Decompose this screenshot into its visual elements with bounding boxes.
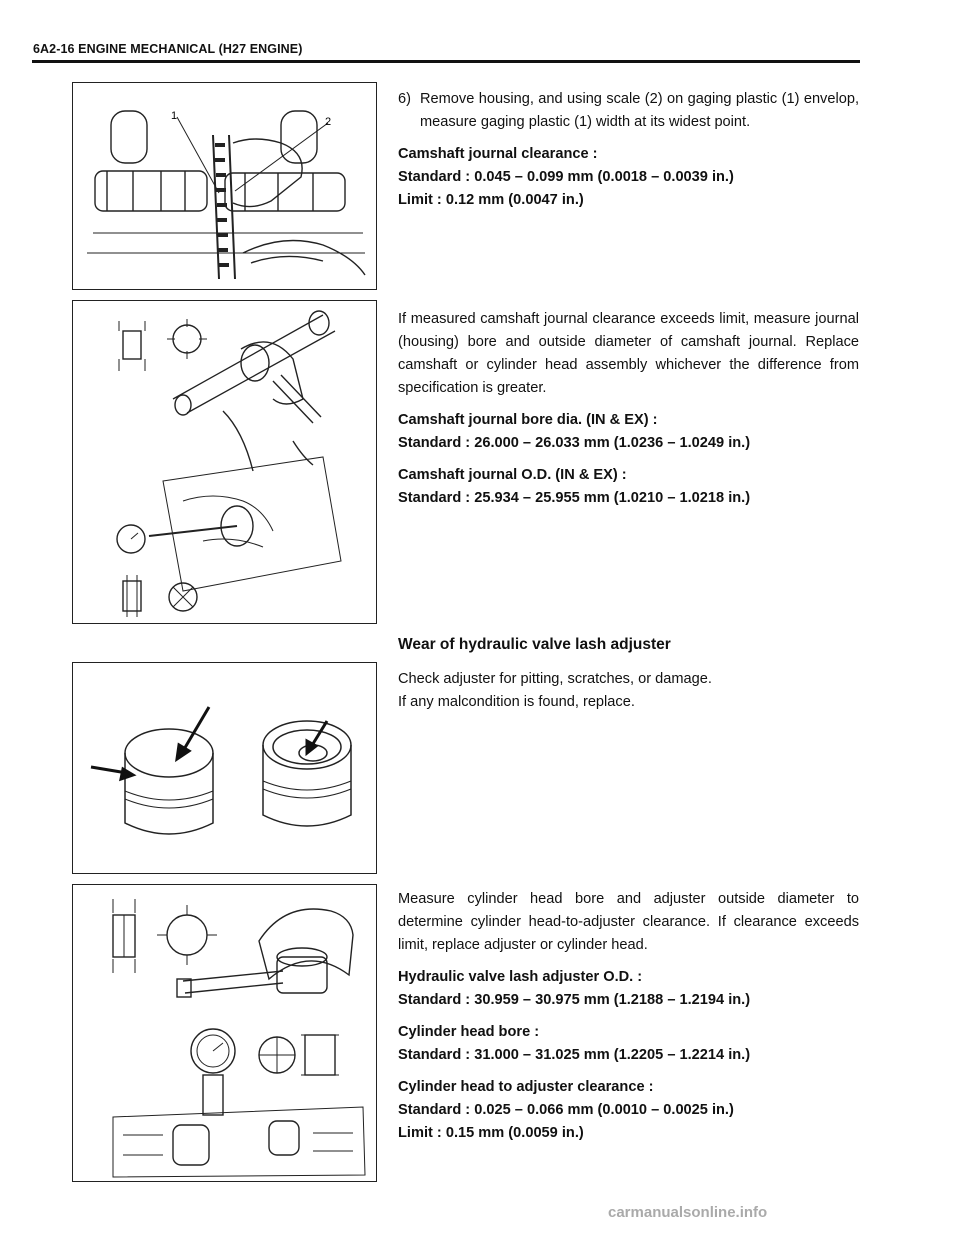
spec-title-cylinder-head-bore: Cylinder head bore : <box>398 1024 540 1040</box>
section-cylinder-head-text <box>398 888 859 1145</box>
figure-cylinder-head-bore <box>72 884 377 1182</box>
spec-standard-head-adjuster-clearance: Standard : 0.025 – 0.066 mm (0.0010 – 0.0025 in.) <box>398 1102 734 1118</box>
section-journal-bore-text <box>398 308 859 510</box>
callout-label-1: 1 <box>171 110 178 122</box>
section-lash-adjuster-text <box>398 668 859 714</box>
spec-title-camshaft-clearance: Camshaft journal clearance : <box>398 146 598 162</box>
section-heading-lash-adjuster: Wear of hydraulic valve lash adjuster <box>398 636 671 653</box>
step-text: Remove housing, and using scale (2) on gaging plastic (1) envelop, measure gaging plastic (1) width at its widest point. <box>420 91 859 130</box>
spec-standard-journal-od: Standard : 25.934 – 25.955 mm (1.0210 – 1.0218 in.) <box>398 490 751 506</box>
header-rule <box>32 60 860 63</box>
lash-adjuster-line-2: If any malcondition is found, replace. <box>398 694 635 710</box>
spec-standard-cylinder-head-bore: Standard : 31.000 – 31.025 mm (1.2205 – 1.2214 in.) <box>398 1047 751 1063</box>
spec-standard-journal-bore: Standard : 26.000 – 26.033 mm (1.0236 – 1.0249 in.) <box>398 435 751 451</box>
spec-limit-head-adjuster-clearance: Limit : 0.15 mm (0.0059 in.) <box>398 1125 584 1141</box>
callout-label-2: 2 <box>325 116 332 128</box>
spec-standard-camshaft-clearance: Standard : 0.045 – 0.099 mm (0.0018 – 0.0039 in.) <box>398 169 734 185</box>
spec-limit-camshaft-clearance: Limit : 0.12 mm (0.0047 in.) <box>398 192 584 208</box>
step-number: 6) <box>398 91 411 107</box>
camshaft-journal-illustration <box>73 301 376 623</box>
spec-title-head-adjuster-clearance: Cylinder head to adjuster clearance : <box>398 1079 654 1095</box>
spec-standard-adjuster-od: Standard : 30.959 – 30.975 mm (1.2188 – 1.2194 in.) <box>398 992 751 1008</box>
spec-title-journal-bore: Camshaft journal bore dia. (IN & EX) : <box>398 412 658 428</box>
cylinder-head-paragraph: Measure cylinder head bore and adjuster outside diameter to determine cylinder head-to-adjuster clearance. If clearance exceeds limit, replace adjuster or cylinder head. <box>398 891 859 953</box>
figure-lash-adjuster <box>72 662 377 874</box>
cylinder-head-bore-illustration <box>73 885 376 1181</box>
page-header-title: 6A2-16 ENGINE MECHANICAL (H27 ENGINE) <box>33 42 303 56</box>
step-6 <box>398 88 859 134</box>
figure-camshaft-journal <box>72 300 377 624</box>
watermark: carmanualsonline.info <box>608 1204 768 1221</box>
spec-title-adjuster-od: Hydraulic valve lash adjuster O.D. : <box>398 969 643 985</box>
figure-gaging-plastic <box>72 82 377 290</box>
lash-adjuster-line-1: Check adjuster for pitting, scratches, or damage. <box>398 671 712 687</box>
section-gaging-plastic-text <box>398 88 859 212</box>
journal-bore-paragraph: If measured camshaft journal clearance exceeds limit, measure journal (housing) bore and outside diameter of camshaft journal. Replace camshaft or cylinder head assembly whichever the difference from specification is greater. <box>398 311 859 396</box>
spec-title-journal-od: Camshaft journal O.D. (IN & EX) : <box>398 467 627 483</box>
lash-adjuster-illustration <box>73 663 376 873</box>
gaging-plastic-illustration <box>73 83 376 289</box>
